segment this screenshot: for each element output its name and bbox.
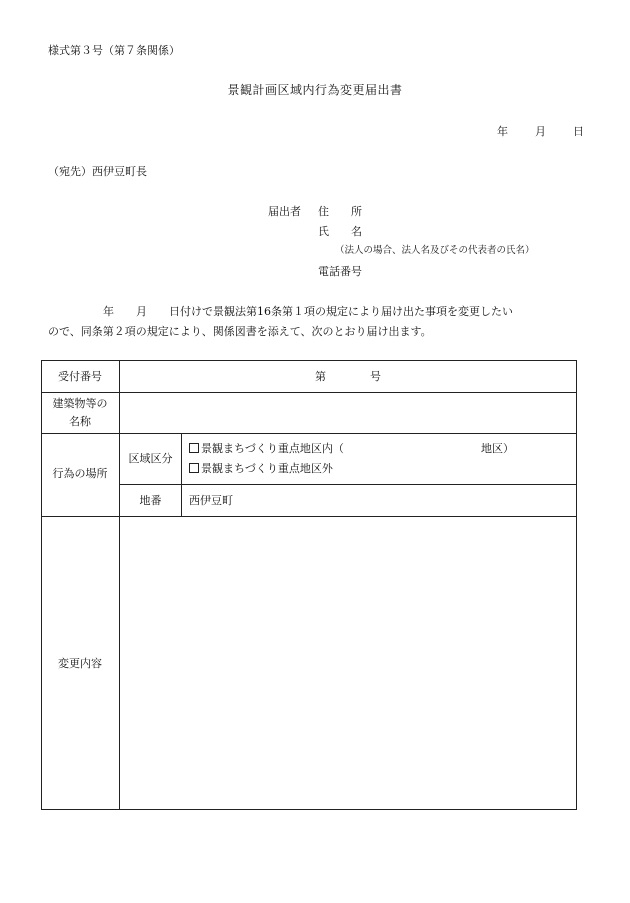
- zone-option-outside[interactable]: [189, 463, 333, 474]
- body-line-1: 年 月 日付けで景観法第16条第１項の規定により届け出た事項を変更したい: [48, 305, 513, 318]
- reception-number-label: 受付番号: [58, 370, 102, 383]
- zone-option-inside-suffix: 地区）: [481, 442, 514, 455]
- date-month: 月: [535, 125, 546, 138]
- table-col-divider: [119, 360, 120, 810]
- name-label: 氏 名: [318, 225, 362, 238]
- date-line: [497, 126, 584, 137]
- address-label: 住 所: [318, 205, 362, 218]
- table-border-left: [41, 360, 42, 810]
- form-number-label: 様式第３号（第７条関係）: [48, 44, 180, 57]
- table-row-divider-1: [41, 392, 577, 393]
- corporation-note: （法人の場合、法人名及びその代表者の氏名）: [335, 245, 535, 256]
- phone-label: 電話番号: [318, 265, 362, 278]
- change-content-field[interactable]: [121, 518, 575, 808]
- action-place-label: 行為の場所: [52, 467, 108, 480]
- table-border-top: [41, 360, 577, 361]
- document-title: 景観計画区域内行為変更届出書: [227, 83, 403, 97]
- date-day: 日: [573, 125, 584, 138]
- body-paragraph: [48, 302, 588, 342]
- zone-division-label: 区域区分: [128, 452, 173, 465]
- checkbox-icon[interactable]: [189, 463, 199, 473]
- addressee: （宛先）西伊豆町長: [48, 165, 147, 178]
- table-border-right: [576, 360, 577, 810]
- place-inner-col-divider: [181, 433, 182, 517]
- building-name-label-1: 建築物等の: [52, 397, 108, 410]
- body-line-2: ので、同条第２項の規定により、関係図書を添えて、次のとおり届け出ます。: [48, 325, 432, 338]
- zone-option-inside[interactable]: [189, 443, 344, 454]
- table-border-bottom: [41, 809, 577, 810]
- reception-number-value: 第 号: [315, 370, 381, 383]
- building-name-label-2: 名称: [69, 415, 91, 428]
- zone-option-inside-label: 景観まちづくり重点地区内（: [201, 442, 344, 455]
- date-year: 年: [497, 125, 508, 138]
- table-row-divider-2: [41, 433, 577, 434]
- change-content-label: 変更内容: [58, 657, 102, 670]
- lot-number-label: 地番: [139, 494, 162, 507]
- zone-option-outside-label: 景観まちづくり重点地区外: [201, 462, 333, 475]
- checkbox-icon[interactable]: [189, 443, 199, 453]
- lot-number-value: 西伊豆町: [189, 494, 233, 507]
- place-inner-row-divider: [119, 484, 577, 485]
- table-row-divider-3: [41, 516, 577, 517]
- filer-label: 届出者: [268, 205, 301, 218]
